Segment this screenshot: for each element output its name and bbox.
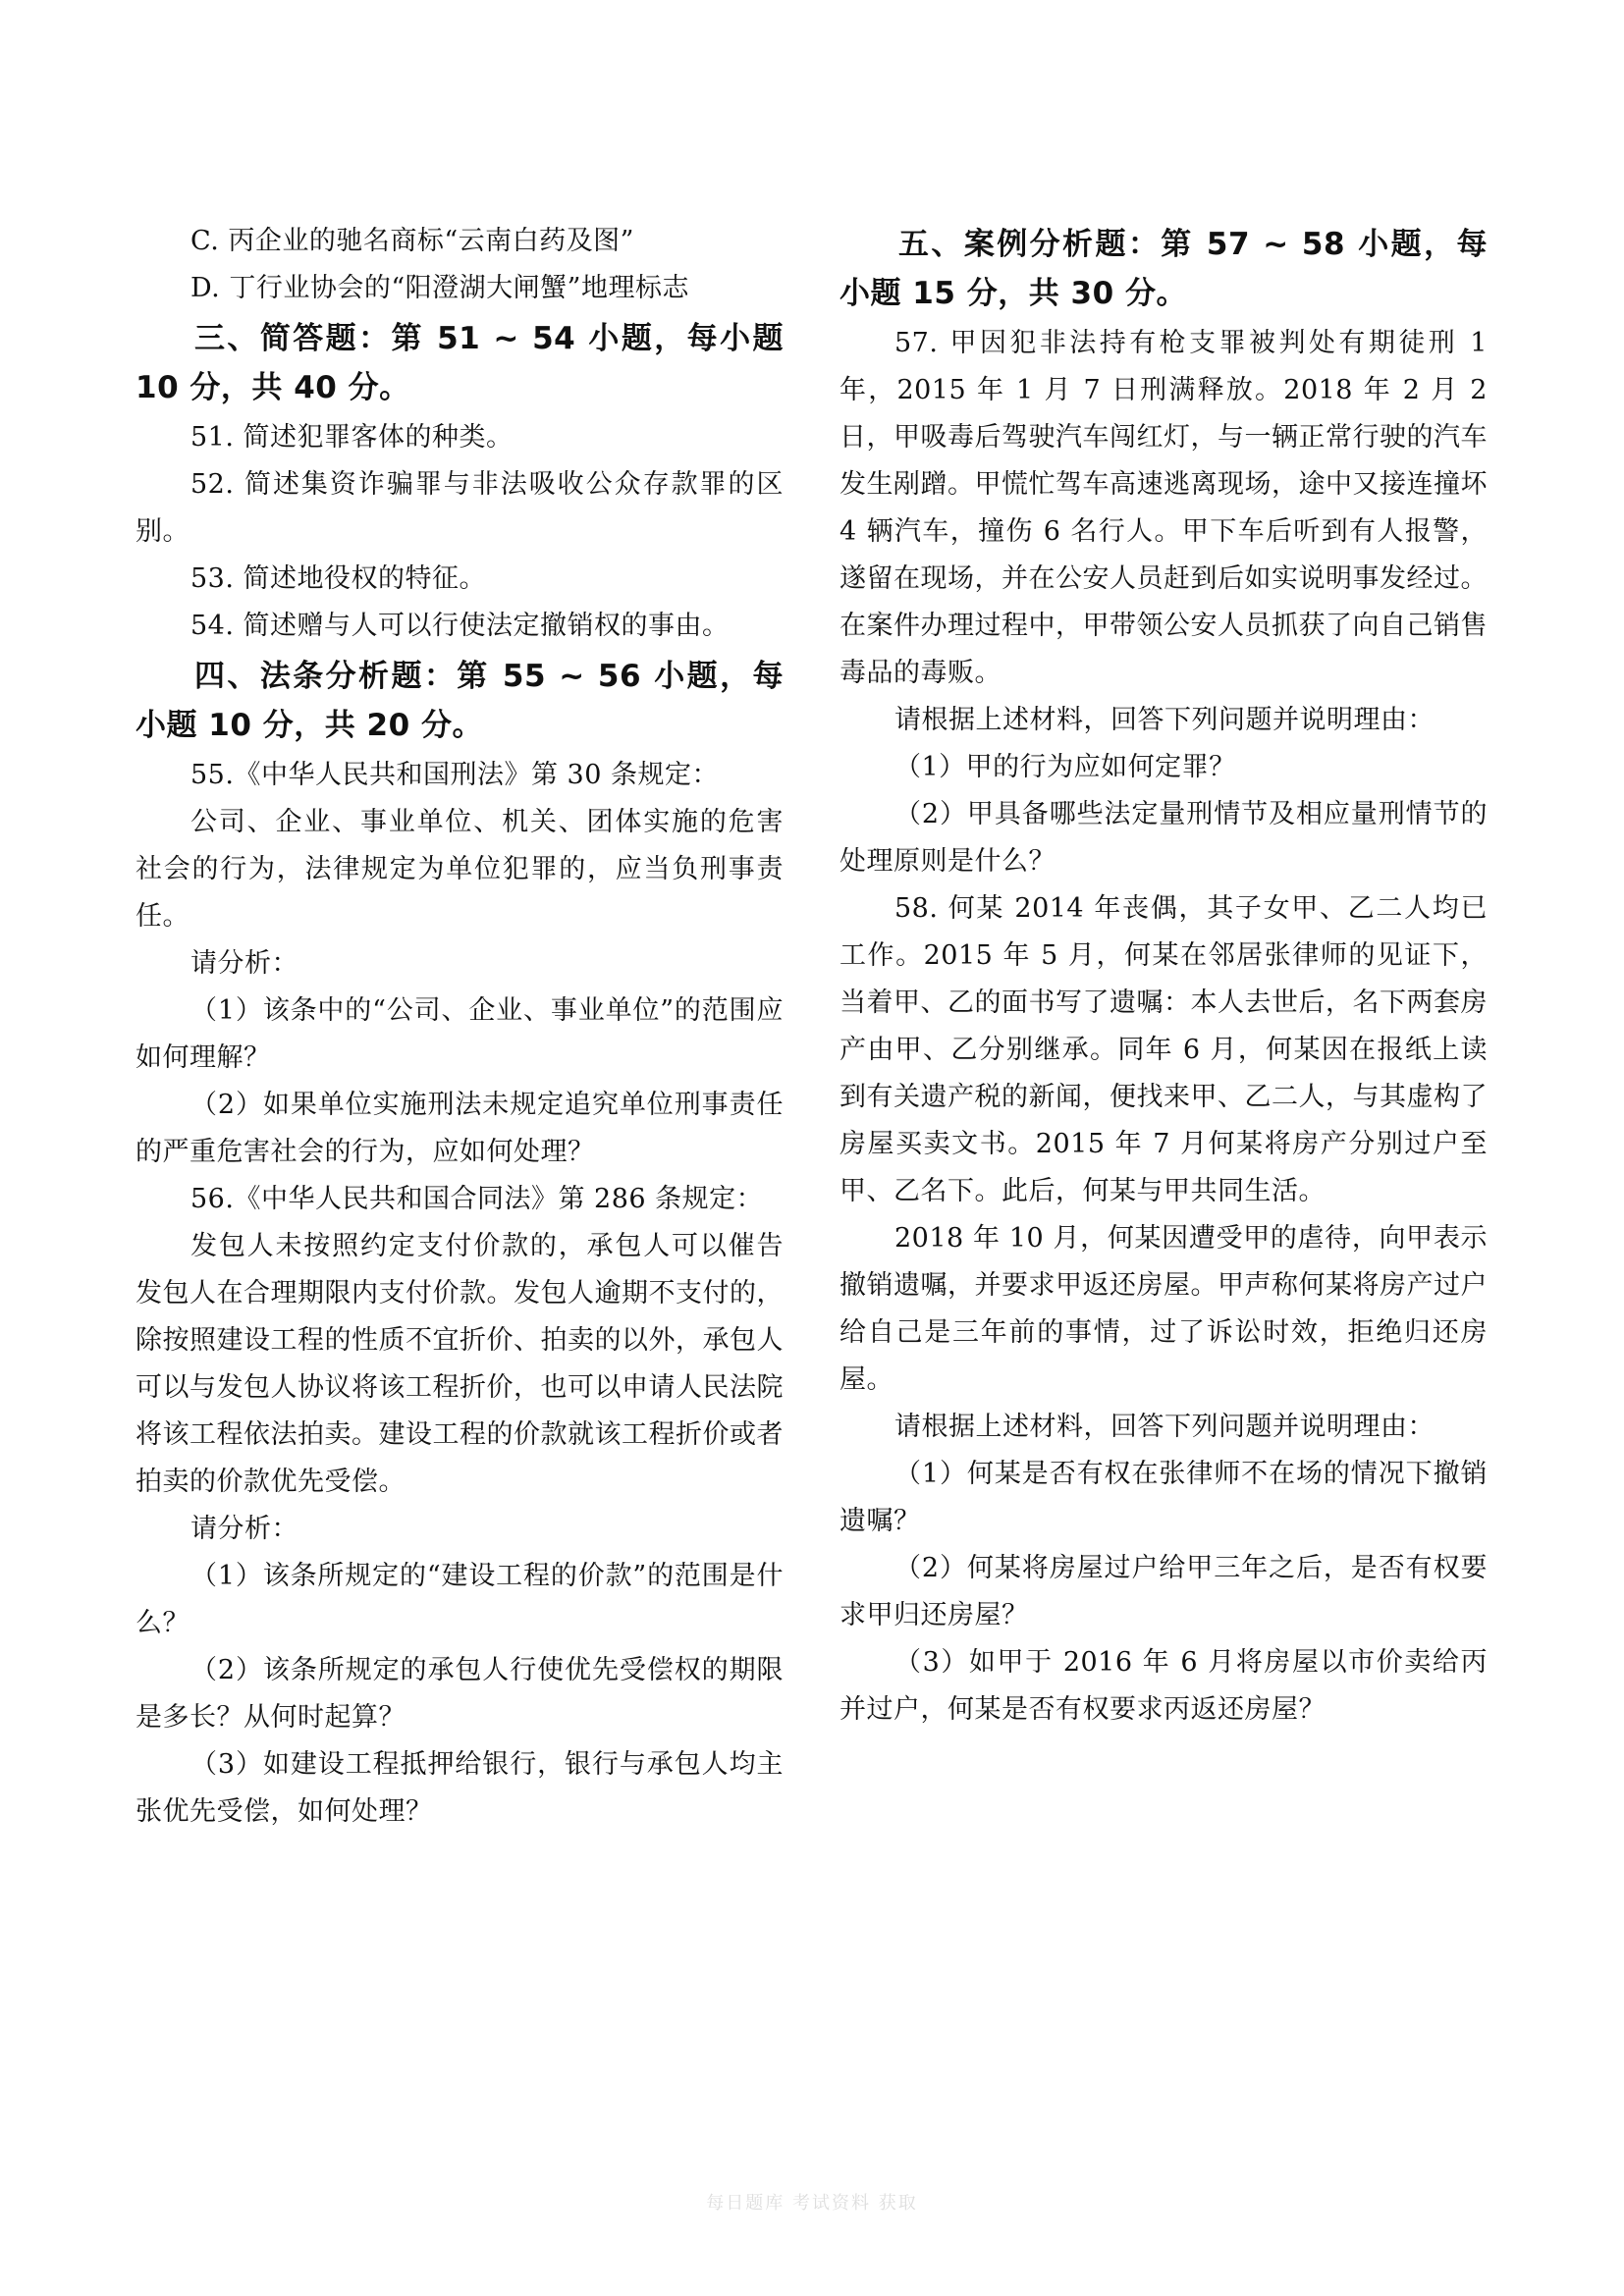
right-column <box>839 218 1488 1734</box>
question-56-sub-1: （1）该条所规定的“建设工程的价款”的范围是什么？ <box>135 1561 784 1638</box>
question-57-sub-2: （2）甲具备哪些法定量刑情节及相应量刑情节的处理原则是什么？ <box>839 799 1488 877</box>
question-56-intro: 56.《中华人民共和国合同法》第 286 条规定： <box>190 1184 764 1214</box>
question-55-statute: 公司、企业、事业单位、机关、团体实施的危害社会的行为，法律规定为单位犯罪的，应当负刑事责任。 <box>135 807 784 932</box>
question-55-prompt: 请分析： <box>190 948 298 979</box>
option-c: C. 丙企业的驰名商标“云南白药及图” <box>190 226 634 256</box>
question-56-sub-3: （3）如建设工程抵押给银行，银行与承包人均主张优先受偿，如何处理？ <box>135 1749 784 1827</box>
question-58-prompt: 请根据上述材料，回答下列问题并说明理由： <box>894 1412 1435 1442</box>
section-heading-statute-analysis: 四、法条分析题：第 55 ~ 56 小题，每小题 10 分，共 20 分。 <box>135 659 784 743</box>
question-58-case-cont: 2018 年 10 月，何某因遭受甲的虐待，向甲表示撤销遗嘱，并要求甲返还房屋。甲声称何某将房产过户给自己是三年前的事情，过了诉讼时效，拒绝归还房屋。 <box>839 1223 1488 1395</box>
question-51: 51. 简述犯罪客体的种类。 <box>190 422 514 453</box>
question-53: 53. 简述地役权的特征。 <box>190 563 487 594</box>
question-56-statute: 发包人未按照约定支付价款的，承包人可以催告发包人在合理期限内支付价款。发包人逾期不支付的，除按照建设工程的性质不宜折价、拍卖的以外，承包人可以与发包人协议将该工程折价，也可以申请人民法院将该工程依法拍卖。建设工程的价款就该工程折价或者拍卖的价款优先受偿。 <box>135 1231 784 1497</box>
section-heading-case-analysis: 五、案例分析题：第 57 ~ 58 小题，每小题 15 分，共 30 分。 <box>839 227 1488 311</box>
question-54: 54. 简述赠与人可以行使法定撤销权的事由。 <box>190 611 730 641</box>
question-57-prompt: 请根据上述材料，回答下列问题并说明理由： <box>894 705 1435 735</box>
question-55-intro: 55.《中华人民共和国刑法》第 30 条规定： <box>190 760 719 790</box>
question-56-sub-2: （2）该条所规定的承包人行使优先受偿权的期限是多长？从何时起算？ <box>135 1655 784 1733</box>
question-58-case: 58. 何某 2014 年丧偶，其子女甲、乙二人均已工作。2015 年 5 月，何某在邻居张律师的见证下，当着甲、乙的面书写了遗嘱：本人去世后，名下两套房产由甲、乙分别继承。同年 6 月，何某因在报纸上读到有关遗产税的新闻，便找来甲、乙二人，与其虚构了房屋买卖文书。2015 年 7 月何某将房产分别过户至甲、乙名下。此后，何某与甲共同生活。 <box>839 893 1488 1206</box>
section-heading-short-answer: 三、简答题：第 51 ~ 54 小题，每小题 10 分，共 40 分。 <box>135 321 784 405</box>
question-58-sub-2: （2）何某将房屋过户给甲三年之后，是否有权要求甲归还房屋？ <box>839 1553 1488 1630</box>
left-column <box>135 218 784 1836</box>
question-56-prompt: 请分析： <box>190 1514 298 1544</box>
watermark-footer: 每日题库 考试资料 获取 <box>706 2193 918 2214</box>
question-52: 52. 简述集资诈骗罪与非法吸收公众存款罪的区别。 <box>135 469 784 547</box>
question-58-sub-3: （3）如甲于 2016 年 6 月将房屋以市价卖给丙并过户，何某是否有权要求丙返还房屋？ <box>839 1647 1488 1725</box>
question-57-case: 57. 甲因犯非法持有枪支罪被判处有期徒刑 1 年，2015 年 1 月 7 日刑满释放。2018 年 2 月 2 日，甲吸毒后驾驶汽车闯红灯，与一辆正常行驶的汽车发生剐蹭。甲慌忙驾车高速逃离现场，途中又接连撞坏 4 辆汽车，撞伤 6 名行人。甲下车后听到有人报警，遂留在现场，并在公安人员赶到后如实说明事发经过。在案件办理过程中，甲带领公安人员抓获了向自己销售毒品的毒贩。 <box>839 328 1488 688</box>
question-55-sub-2: （2）如果单位实施刑法未规定追究单位刑事责任的严重危害社会的行为，应如何处理？ <box>135 1090 784 1167</box>
option-d: D. 丁行业协会的“阳澄湖大闸蟹”地理标志 <box>190 273 689 303</box>
question-55-sub-1: （1）该条中的“公司、企业、事业单位”的范围应如何理解？ <box>135 995 784 1073</box>
question-57-sub-1: （1）甲的行为应如何定罪？ <box>894 752 1236 782</box>
question-58-sub-1: （1）何某是否有权在张律师不在场的情况下撤销遗嘱？ <box>839 1459 1488 1536</box>
